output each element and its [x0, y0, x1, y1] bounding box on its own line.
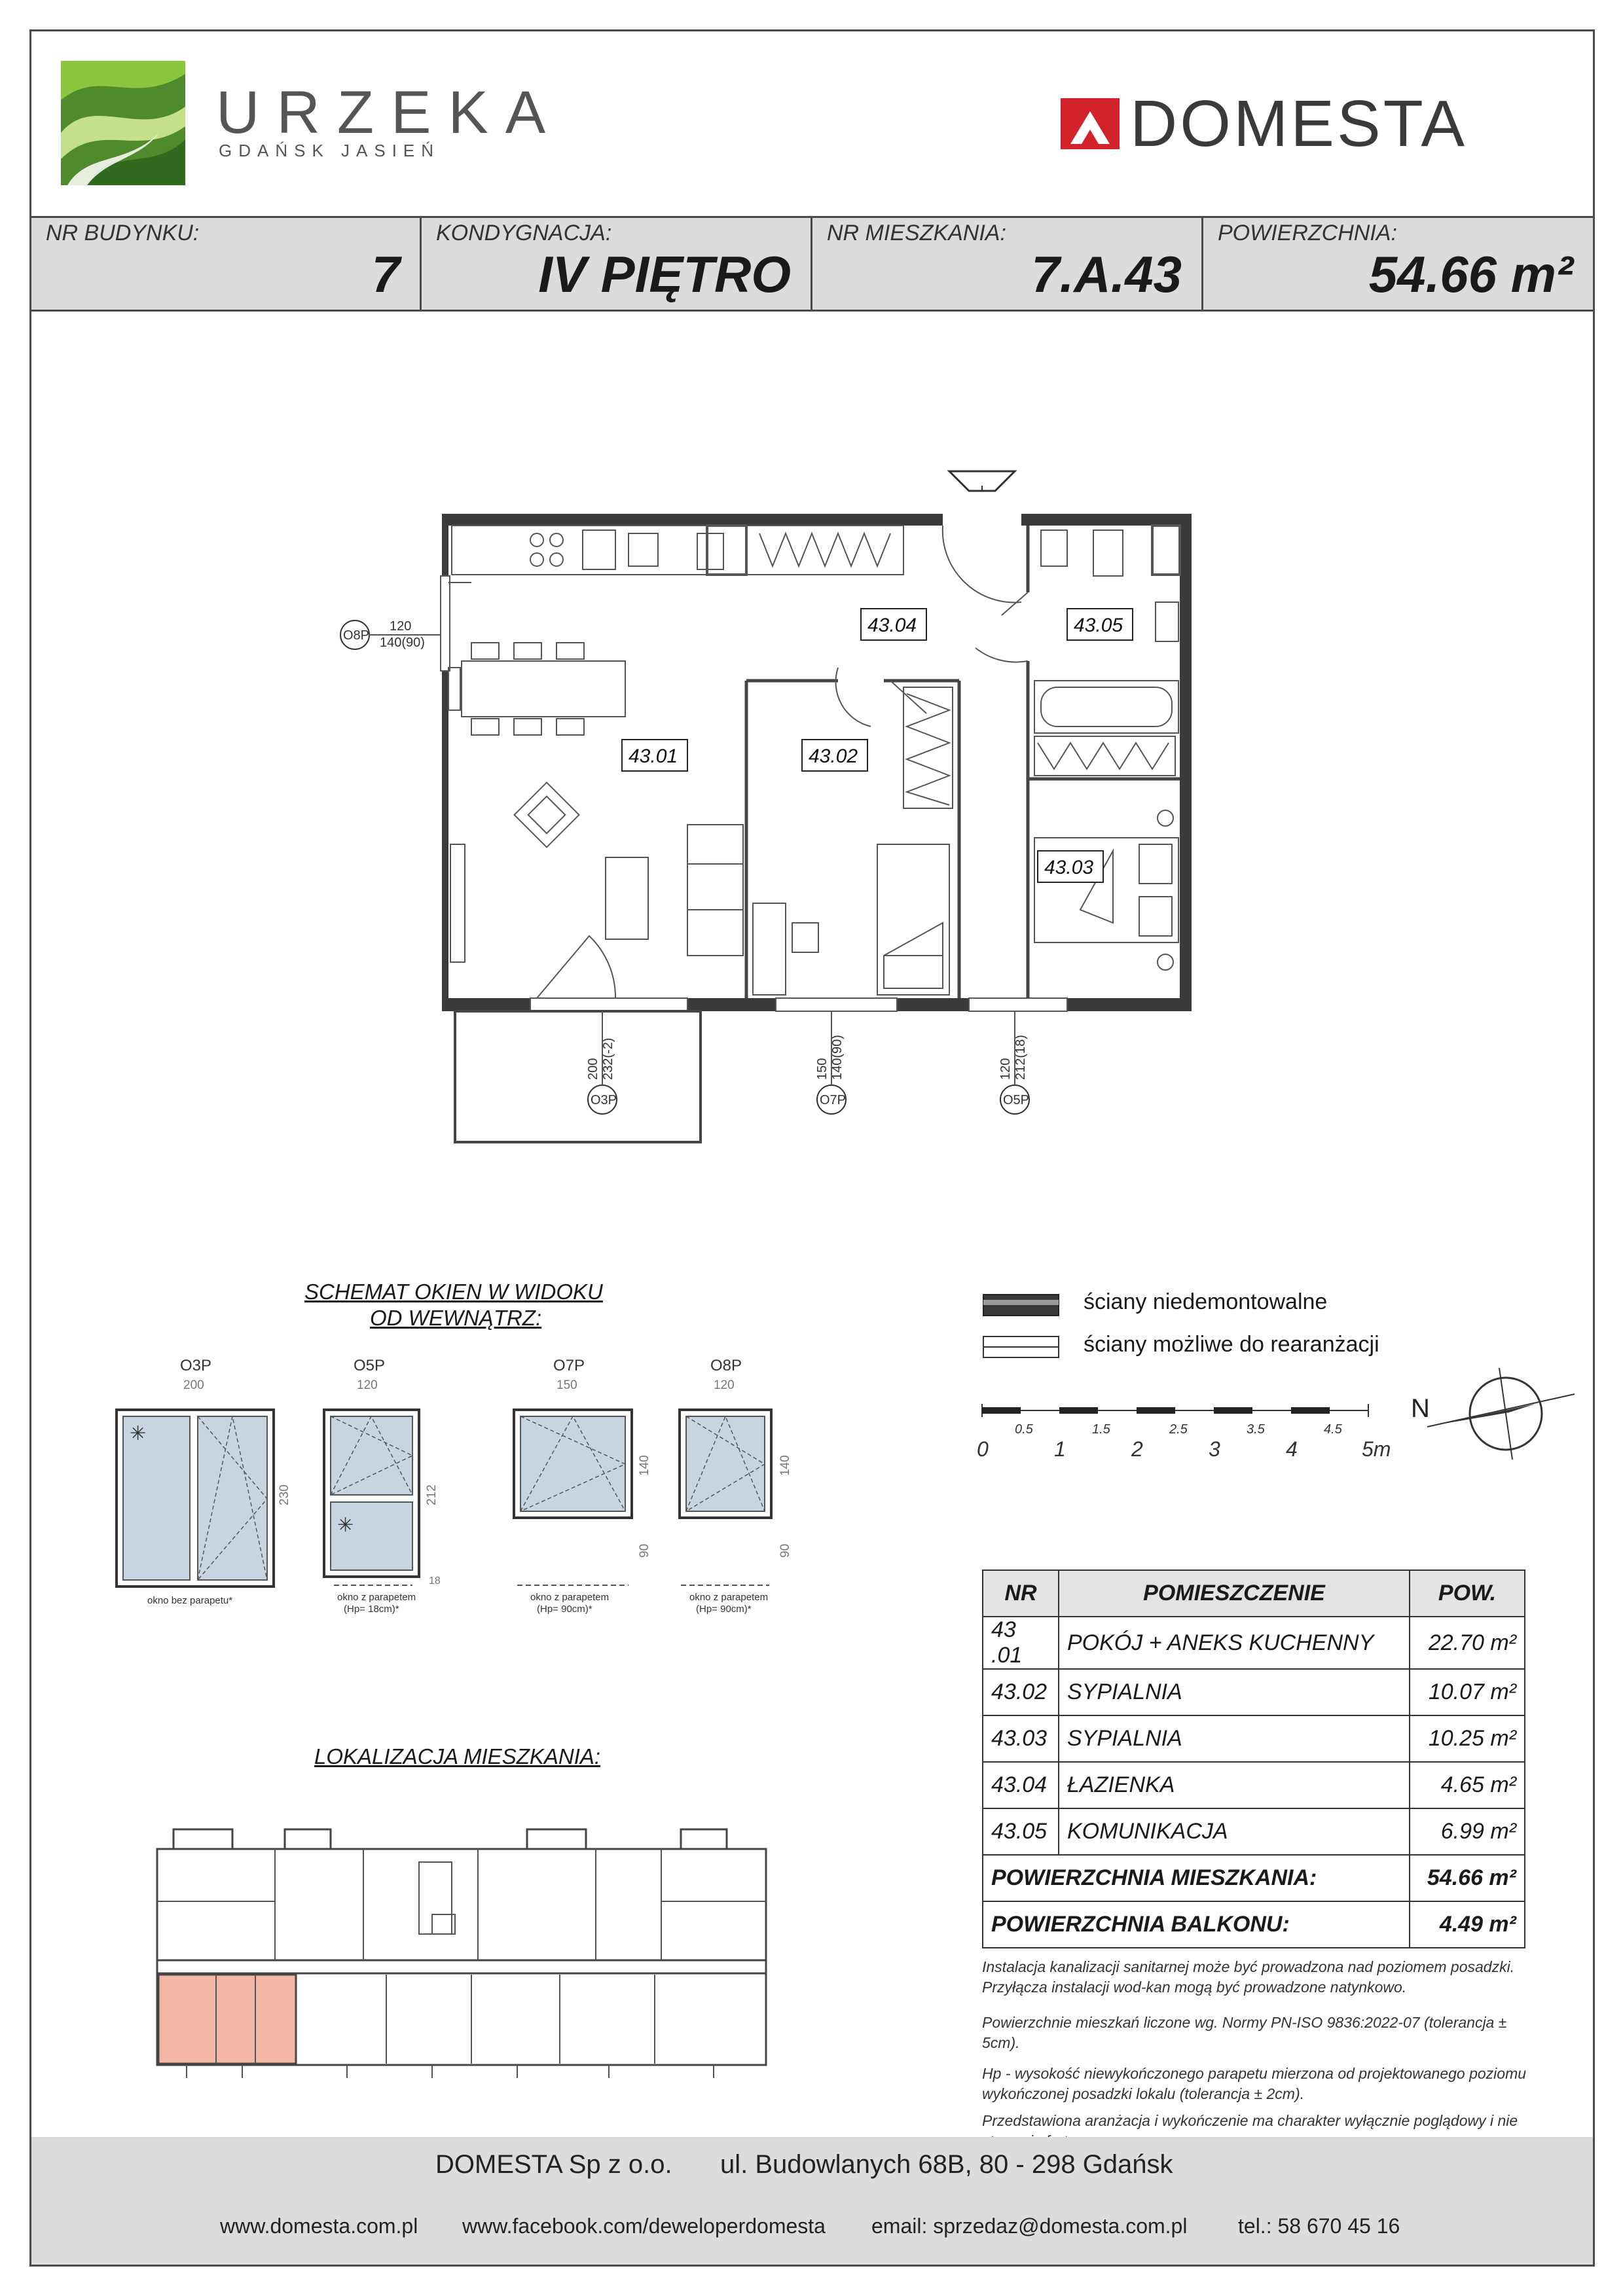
- window-o8p-h: 140(90): [380, 636, 425, 650]
- schema-o3p-tag: O3P: [180, 1357, 212, 1374]
- window-o3p-w: 200: [586, 1058, 600, 1080]
- row-name: SYPIALNIA: [1059, 1715, 1410, 1762]
- scale-minor-4: 4.5: [1324, 1422, 1342, 1437]
- balcony-value: 4.49 m²: [1410, 1901, 1525, 1948]
- project-subtitle: GDAŃSK JASIEŃ: [219, 141, 441, 160]
- total-label: POWIERZCHNIA MIESZKANIA:: [983, 1855, 1410, 1901]
- scale-minor-1: 1.5: [1092, 1422, 1110, 1437]
- scale-major-4: 4: [1286, 1437, 1298, 1461]
- apartment-label: NR MIESZKANIA:: [827, 221, 1006, 245]
- header-area: [1203, 218, 1593, 310]
- col-nr: NR: [983, 1570, 1059, 1617]
- legend-wall-swatches: [982, 1289, 1067, 1368]
- header-building: [31, 218, 422, 310]
- toilet: [1093, 530, 1123, 576]
- row-area: 10.07 m²: [1410, 1669, 1525, 1715]
- north-compass-icon: [1401, 1355, 1584, 1473]
- row-name: POKÓJ + ANEKS KUCHENNY: [1059, 1617, 1410, 1669]
- tv-unit: [450, 844, 465, 962]
- schema-o7p-width: 150: [556, 1378, 577, 1392]
- schema-o3p-caption: okno bez parapetu*: [147, 1595, 233, 1606]
- apartment-value: 7.A.43: [1031, 245, 1182, 303]
- schema-o5p-sill: 18: [429, 1575, 441, 1587]
- note-disclaimer: Przedstawiona aranżacja i wykończenie ma charakter wyłącznie poglądowy i nie: [982, 2112, 1518, 2129]
- window-schema: [105, 1355, 825, 1630]
- row-nr: 43.04: [983, 1762, 1059, 1808]
- schema-o7p-tag: O7P: [553, 1357, 585, 1374]
- footer-facebook-link[interactable]: www.facebook.com/deweloperdomesta: [462, 2214, 826, 2238]
- row-nr: 43.03: [983, 1715, 1059, 1762]
- footer-website-link[interactable]: www.domesta.com.pl: [220, 2214, 418, 2238]
- area-value: 54.66 m²: [1368, 245, 1573, 303]
- window-o5p-w: 120: [998, 1058, 1013, 1080]
- footer-address: ul. Budowlanych 68B, 80 - 298 Gdańsk: [720, 2150, 1173, 2179]
- row-area: 10.25 m²: [1410, 1715, 1525, 1762]
- balcony-row: [983, 1901, 1525, 1948]
- table-row: [983, 1762, 1525, 1808]
- scale-major-3: 3: [1209, 1437, 1220, 1461]
- row-nr: 43.02: [983, 1669, 1059, 1715]
- dining-table: [448, 643, 625, 735]
- row-name: KOMUNIKACJA: [1059, 1808, 1410, 1855]
- sink: [1156, 602, 1178, 641]
- header-floor: [422, 218, 812, 310]
- window-schema-title-1: SCHEMAT OKIEN W WIDOKU: [304, 1280, 603, 1304]
- row-area: 4.65 m²: [1410, 1762, 1525, 1808]
- schema-o3p-height: 230: [278, 1484, 291, 1505]
- floor-label: KONDYGNACJA:: [436, 221, 612, 245]
- header-apartment: [812, 218, 1203, 310]
- schema-o7p-caption: okno z parapetem: [530, 1592, 610, 1603]
- fixed-pane-icon: ✳: [130, 1423, 147, 1444]
- row-name: ŁAZIENKA: [1059, 1762, 1410, 1808]
- schema-o5p-tag: O5P: [354, 1357, 386, 1374]
- window-schema-title-2: OD WEWNĄTRZ:: [370, 1306, 542, 1330]
- note-sewage: Instalacja kanalizacji sanitarnej może być prowadzona nad poziomem posadzki. Przyłącza instalacji wod-kan mogą być prowadzone natynkowo.: [982, 1958, 1515, 1996]
- table-row: [983, 1669, 1525, 1715]
- window-tag-o8p: O8P: [343, 628, 370, 643]
- schema-o8p-tag: O8P: [710, 1357, 742, 1374]
- scale-minor-2: 2.5: [1169, 1422, 1188, 1437]
- project-name: URZEKA: [216, 79, 563, 146]
- col-room: POMIESZCZENIE: [1059, 1570, 1410, 1617]
- room-id-43-04: 43.04: [867, 615, 917, 636]
- window-tag-o7p: O7P: [820, 1093, 847, 1107]
- row-name: SYPIALNIA: [1059, 1669, 1410, 1715]
- legend-movable-walls: ściany możliwe do rearanżacji: [1084, 1332, 1379, 1357]
- wardrobe-2: [1034, 736, 1175, 776]
- north-label: N: [1411, 1394, 1430, 1423]
- building-label: NR BUDYNKU:: [46, 221, 200, 245]
- total-row: [983, 1855, 1525, 1901]
- floor-value: IV PIĘTRO: [538, 245, 791, 303]
- schema-o8p-height: 140: [778, 1455, 792, 1476]
- col-area: POW.: [1410, 1570, 1525, 1617]
- scale-major-5: 5m: [1362, 1437, 1391, 1461]
- coffee-table: [606, 857, 648, 939]
- window-tag-o5p: O5P: [1003, 1093, 1030, 1107]
- row-nr: 43 .01: [983, 1617, 1059, 1669]
- legend-fixed-walls: ściany niedemontowalne: [1084, 1289, 1328, 1314]
- note-sill-height: Hp - wysokość niewykończonego parapetu mierzona od projektowanego poziomu wykończonej posadzki lokalu (tolerancja ± 2cm).: [982, 2065, 1527, 2102]
- location-key-plan: [151, 1823, 773, 2091]
- fixed-pane-icon-2: ✳: [337, 1515, 354, 1536]
- window-tag-o3p: O3P: [591, 1093, 617, 1107]
- room-table-header: [983, 1570, 1525, 1617]
- armchair: [515, 783, 579, 848]
- window-o7p-w: 150: [815, 1058, 830, 1080]
- schema-o7p-caption-2: (Hp= 90cm)*: [537, 1604, 593, 1615]
- footer-email-link[interactable]: email: sprzedaz@domesta.com.pl: [871, 2214, 1188, 2238]
- header-bottom-rule: [31, 310, 1593, 312]
- building-value: 7: [371, 245, 400, 303]
- scale-minor-0: 0.5: [1015, 1422, 1033, 1437]
- table-row: [983, 1715, 1525, 1762]
- domesta-logo-icon: [1061, 98, 1120, 149]
- window-o8p-w: 120: [390, 619, 412, 634]
- balcony: [455, 1011, 701, 1142]
- room-table: [982, 1570, 1525, 1948]
- schema-o5p-caption: okno z parapetem: [337, 1592, 416, 1603]
- sofa: [687, 825, 743, 956]
- area-label: POWIERZCHNIA:: [1218, 221, 1397, 245]
- footer-company: DOMESTA Sp z o.o.: [435, 2150, 672, 2179]
- schema-o8p-sill: 90: [778, 1543, 792, 1558]
- schema-o7p-sill: 90: [638, 1543, 651, 1558]
- table-row: [983, 1808, 1525, 1855]
- table-row: [983, 1617, 1525, 1669]
- schema-o7p-height: 140: [638, 1455, 651, 1476]
- bathtub: [1034, 681, 1178, 733]
- room-id-43-02: 43.02: [809, 745, 858, 767]
- window-o5p-h: 212(18): [1013, 1035, 1028, 1080]
- footer-phone: tel.: 58 670 45 16: [1238, 2214, 1400, 2238]
- row-area: 6.99 m²: [1410, 1808, 1525, 1855]
- schema-o8p-caption-2: (Hp= 90cm)*: [696, 1604, 752, 1615]
- highlighted-apartment: [158, 1975, 296, 2064]
- room-id-43-05: 43.05: [1074, 615, 1123, 636]
- scale-major-1: 1: [1054, 1437, 1066, 1461]
- location-title: LOKALIZACJA MIESZKANIA:: [314, 1744, 601, 1768]
- schema-o8p-caption: okno z parapetem: [689, 1592, 769, 1603]
- window-o3p-h: 232(-2): [601, 1037, 615, 1080]
- bed-1: [877, 844, 949, 995]
- scale-minor-3: 3.5: [1247, 1422, 1265, 1437]
- row-area: 22.70 m²: [1410, 1617, 1525, 1669]
- schema-o3p-width: 200: [183, 1378, 204, 1392]
- schema-o5p-height: 212: [425, 1484, 439, 1505]
- floor-plan: [314, 452, 1244, 1178]
- urzeka-logo-icon: [61, 61, 185, 185]
- kitchen-counter: [452, 526, 903, 575]
- note-area-norm: Powierzchnie mieszkań liczone wg. Normy PN-ISO 9836:2022-07 (tolerancja ± 5cm).: [982, 2014, 1507, 2051]
- balcony-label: POWIERZCHNIA BALKONU:: [983, 1901, 1410, 1948]
- desk: [753, 903, 786, 995]
- room-id-43-03: 43.03: [1044, 857, 1094, 878]
- scale-bar: [976, 1394, 1408, 1469]
- row-nr: 43.05: [983, 1808, 1059, 1855]
- schema-o8p-width: 120: [714, 1378, 735, 1392]
- developer-name: DOMESTA: [1130, 87, 1468, 160]
- schema-o5p-caption-2: (Hp= 18cm)*: [344, 1604, 399, 1615]
- scale-major-0: 0: [977, 1437, 989, 1461]
- scale-major-2: 2: [1131, 1437, 1143, 1461]
- total-value: 54.66 m²: [1410, 1855, 1525, 1901]
- room-id-43-01: 43.01: [629, 745, 678, 767]
- schema-o5p-width: 120: [357, 1378, 378, 1392]
- footer: [31, 2137, 1593, 2265]
- window-o7p-h: 140(90): [830, 1035, 845, 1080]
